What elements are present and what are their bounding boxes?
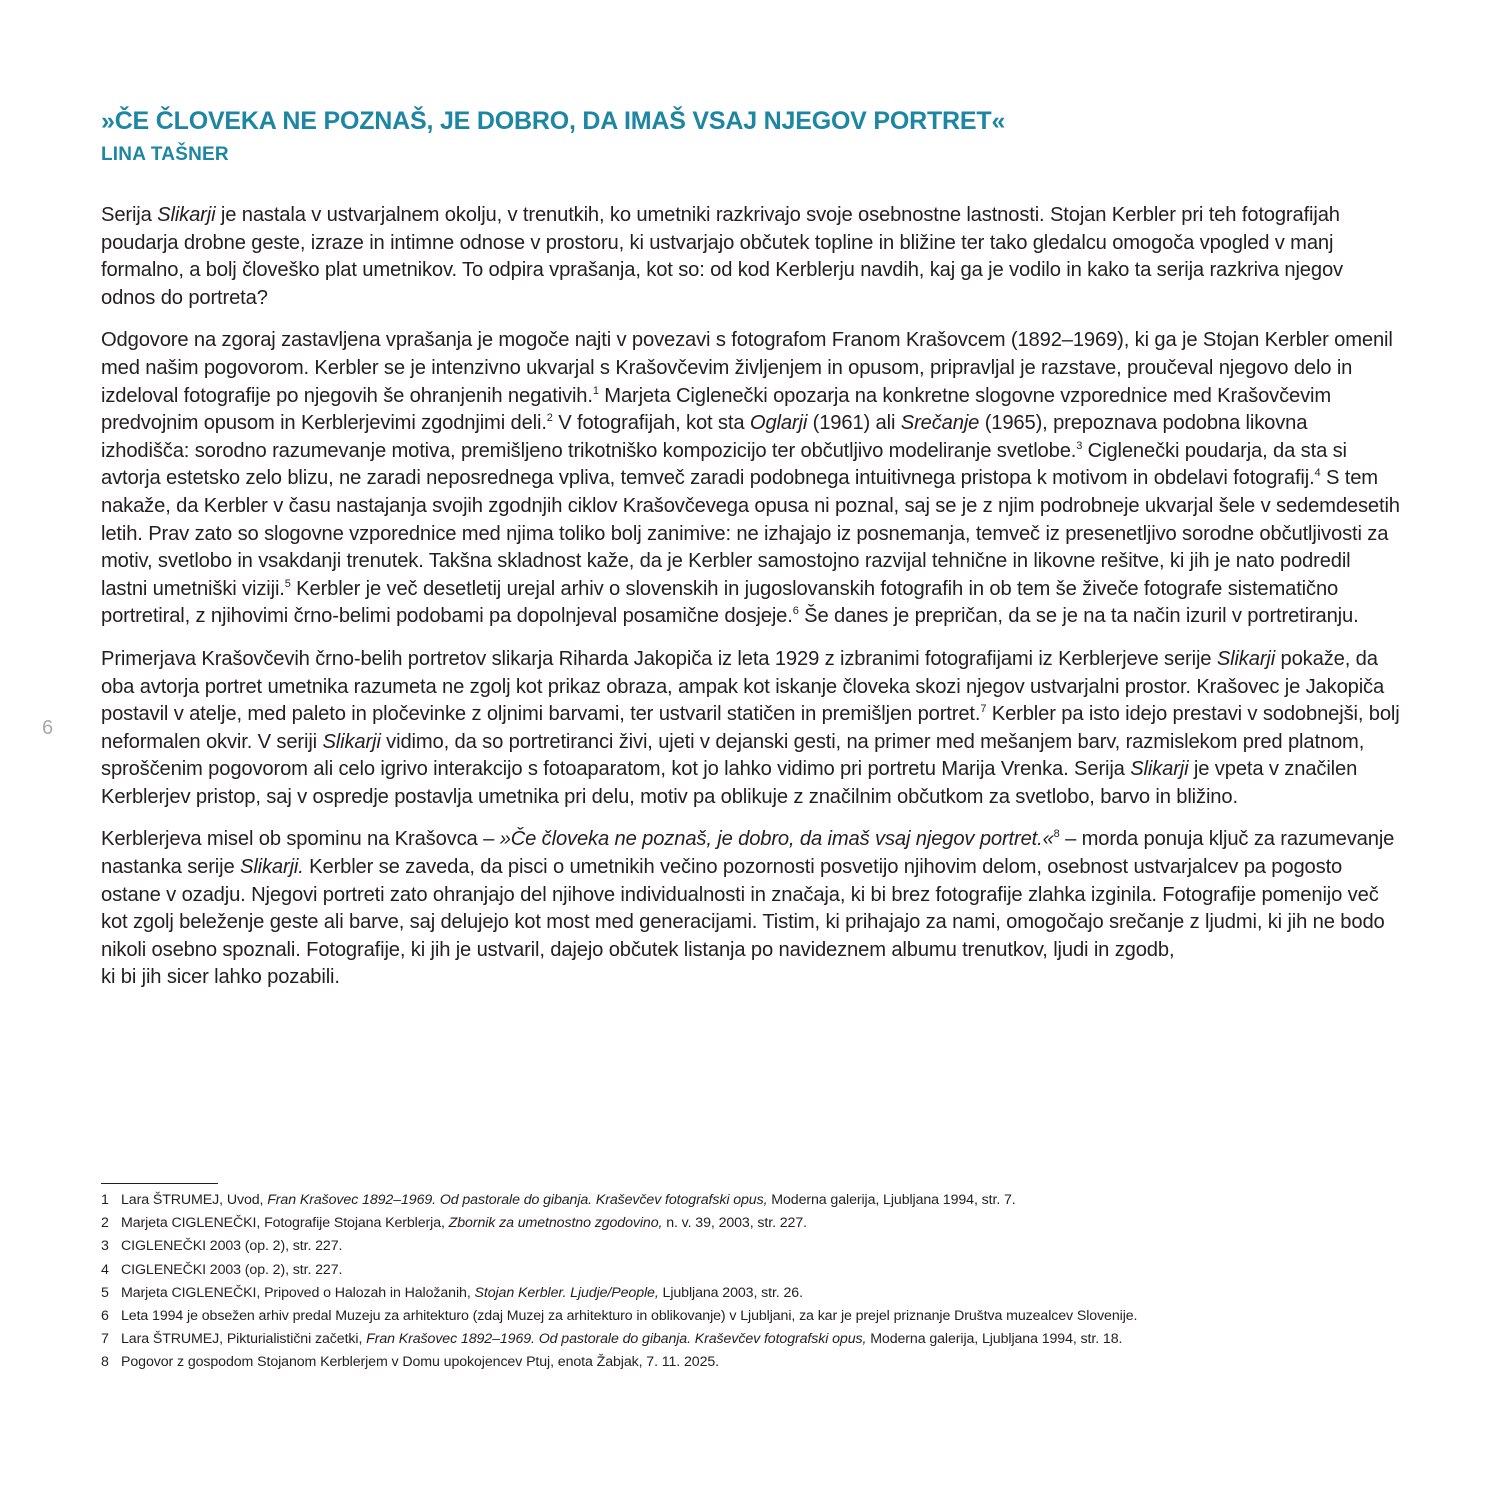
footnote-item: 6 Leta 1994 je obsežen arhiv predal Muzeju za arhitekturo (zdaj Muzej za arhitekturo in oblikovanje) v Ljubljani, za kar je prejel priznanje Društva muzealcev Slovenije. — [101, 1308, 1138, 1325]
footnote-item: 3 CIGLENEČKI 2003 (op. 2), str. 227. — [101, 1238, 343, 1255]
footnote-ref-6: 6 — [792, 605, 799, 618]
footnotes-list — [101, 1189, 1401, 1375]
paragraph-1: Serija Slikarji je nastala v ustvarjalnem okolju, v trenutkih, ko umetniki razkrivajo svoje osebnostne lastnosti. Stojan Kerbler pri teh fotografijah poudarja drobne geste, izraze in intimne odnose v prostoru, ki ustvarjajo občutek topline in bližine ter tako gledalcu omogoča vpogled v manj formalno, a bolj človeško plat umetnikov. To odpira vprašanja, kot so: od kod Kerblerju navdih, kaj ga je vodilo in kako ta serija razkriva njegov odnos do portreta? — [101, 204, 1343, 309]
footnote-item: 1 Lara ŠTRUMEJ, Uvod, Fran Krašovec 1892–1969. Od pastorale do gibanja. Kraševčev fotografski opus, Moderna galerija, Ljubljana 1994, str. 7. — [101, 1192, 1016, 1208]
footnote-ref-2: 2 — [546, 412, 553, 425]
footnote-item: 5 Marjeta CIGLENEČKI, Pripoved o Halozah in Haložanih, Stojan Kerbler. Ljudje/People, Ljubljana 2003, str. 26. — [101, 1284, 803, 1301]
footnote-ref-5: 5 — [284, 577, 291, 590]
footnote-item: 4 CIGLENEČKI 2003 (op. 2), str. 227. — [101, 1261, 343, 1278]
footnote-ref-7: 7 — [980, 703, 987, 716]
footnote-item: 2 Marjeta CIGLENEČKI, Fotografije Stojana Kerblerja, Zbornik za umetnostno zgodovino, n. v. 39, 2003, str. 227. — [101, 1215, 807, 1232]
footnote-ref-1: 1 — [592, 384, 599, 397]
paragraph-3: Primerjava Krašovčevih črno-belih portretov slikarja Riharda Jakopiča iz leta 1929 z izbranimi fotografijami iz Kerblerjeve serije Slikarji pokaže, da oba avtorja portret umetnika razumeta ne zgolj kot prikaz obraza, ampak kot iskanje človeka skozi njegov ustvarjalni prostor. Krašovec je Jakopiča postavil v atelje, med paleto in pločevinke z oljnimi barvami, ter ustvaril statičen in premišljen portret.$^7$ Kerbler pa isto idejo prestavi v sodobnejši, bolj neformalen okvir. V seriji Slikarji vidimo, da so portretiranci živi, ujeti v dejanski gesti, na primer med mešanjem barv, razmislekom pred platnom, sproščenim pogovorom ali celo igrivo interakcijo s fotoaparatom, kot jo lahko vidimo pri portretu Marija Vrenka. Serija Slikarji je vpeta v značilen Kerblerjev pristop, saj v ospredje postavlja umetnika pri delu, motiv pa oblikuje z značilnim občutkom za svetlobo, barvo in bližino. — [101, 647, 1400, 808]
article-body — [101, 202, 1401, 1007]
footnote-ref-3: 3 — [1076, 439, 1083, 452]
page-number: 6 — [42, 717, 54, 739]
footnote-item: 8 Pogovor z gospodom Stojanom Kerblerjem v Domu upokojencev Ptuj, enota Žabjak, 7. 11. 2025. — [101, 1354, 719, 1371]
paragraph-2: Odgovore na zgoraj zastavljena vprašanja je mogoče najti v povezavi s fotografom Franom Krašovcem (1892–1969), ki ga je Stojan Kerbler omenil med našim pogovorom. Kerbler se je intenzivno ukvarjal s Krašovčevim življenjem in opusom, pripravljal je razstave, proučeval njegovo delo in izdeloval fotografije po njegovih še ohranjenih negativih.$^1$ Marjeta Ciglenečki opozarja na konkretne slogovne vzporednice med Krašovčevim predvojnim opusom in Kerblerjevimi zgodnjimi deli.$^2$ V fotografijah, kot sta Oglarji (1961) ali Srečanje (1965), prepoznava podobna likovna izhodišča: sorodno razumevanje motiva, premišljeno trikotniško kompozicijo ter občutljivo modeliranje svetlobe.$^3$ Ciglenečki poudarja, da sta si avtorja estetsko zelo blizu, ne zaradi neposrednega vpliva, temveč zaradi podobnega intuitivnega pristopa k motivom in obdelavi fotografij.$^4$ S tem nakaže, da Kerbler v času nastajanja svojih zgodnjih ciklov Krašovčevega opusa ni poznal, saj se je z njim podrobneje ukvarjal šele v sedemdesetih letih. Prav zato so slogovne vzporednice med njima toliko bolj zanimive: ne izhajajo iz posnemanja, temveč iz presenetljivo sorodne občutljivosti za motiv, svetlobo in vsakdanji trenutek. Takšna skladnost kaže, da je Kerbler samostojno razvijal tehnične in likovne rešitve, ki jih je nato podredil lastni umetniški viziji.$^5$ Kerbler je več desetletij urejal arhiv o slovenskih in jugoslovanskih fotografih in ob tem še živeče fotografe sistematično portretiral, z njihovimi črno-belimi podobami pa dopolnjeval posamične dosjeje.$^6$ Še danes je prepričan, da se je na ta način izuril v portretiranju. — [101, 329, 1400, 628]
footnote-item: 7 Lara ŠTRUMEJ, Pikturialistični začetki, Fran Krašovec 1892–1969. Od pastorale do gibanja. Kraševčev fotografski opus, Moderna galerija, Ljubljana 1994, str. 18. — [101, 1331, 1123, 1348]
footnote-ref-8: 8 — [1053, 828, 1060, 841]
author-name: LINA TAŠNER — [101, 144, 229, 165]
footnote-ref-4: 4 — [1314, 467, 1321, 480]
paragraph-4: Kerblerjeva misel ob spominu na Krašovca – »Če človeka ne poznaš, je dobro, da imaš vsaj njegov portret.«$^8$ – morda ponuja ključ za razumevanje nastanka serije Slikarji. Kerbler se zaveda, da pisci o umetnikih večino pozornosti posvetijo njihovim delom, osebnost ustvarjalcev pa pogosto ostane v ozadju. Njegovi portreti zato ohranjajo del njihove individualnosti in značaja, ki bi brez fotografije zlahka izginila. Fotografije pomenijo več kot zgolj beleženje geste ali barve, saj delujejo kot most med generacijami. Tistim, ki prihajajo za nami, omogočajo srečanje z ljudmi, ki jih ne bodo nikoli osebno spoznali. Fotografije, ki jih je ustvaril, dajejo občutek listanja po navideznem albumu trenutkov, ljudi in zgodb, ki bi jih sicer lahko pozabili. — [101, 828, 1395, 989]
footnote-divider — [101, 1183, 218, 1184]
article-title: »ČE ČLOVEKA NE POZNAŠ, JE DOBRO, DA IMAŠ VSAJ NJEGOV PORTRET« — [101, 107, 1006, 135]
